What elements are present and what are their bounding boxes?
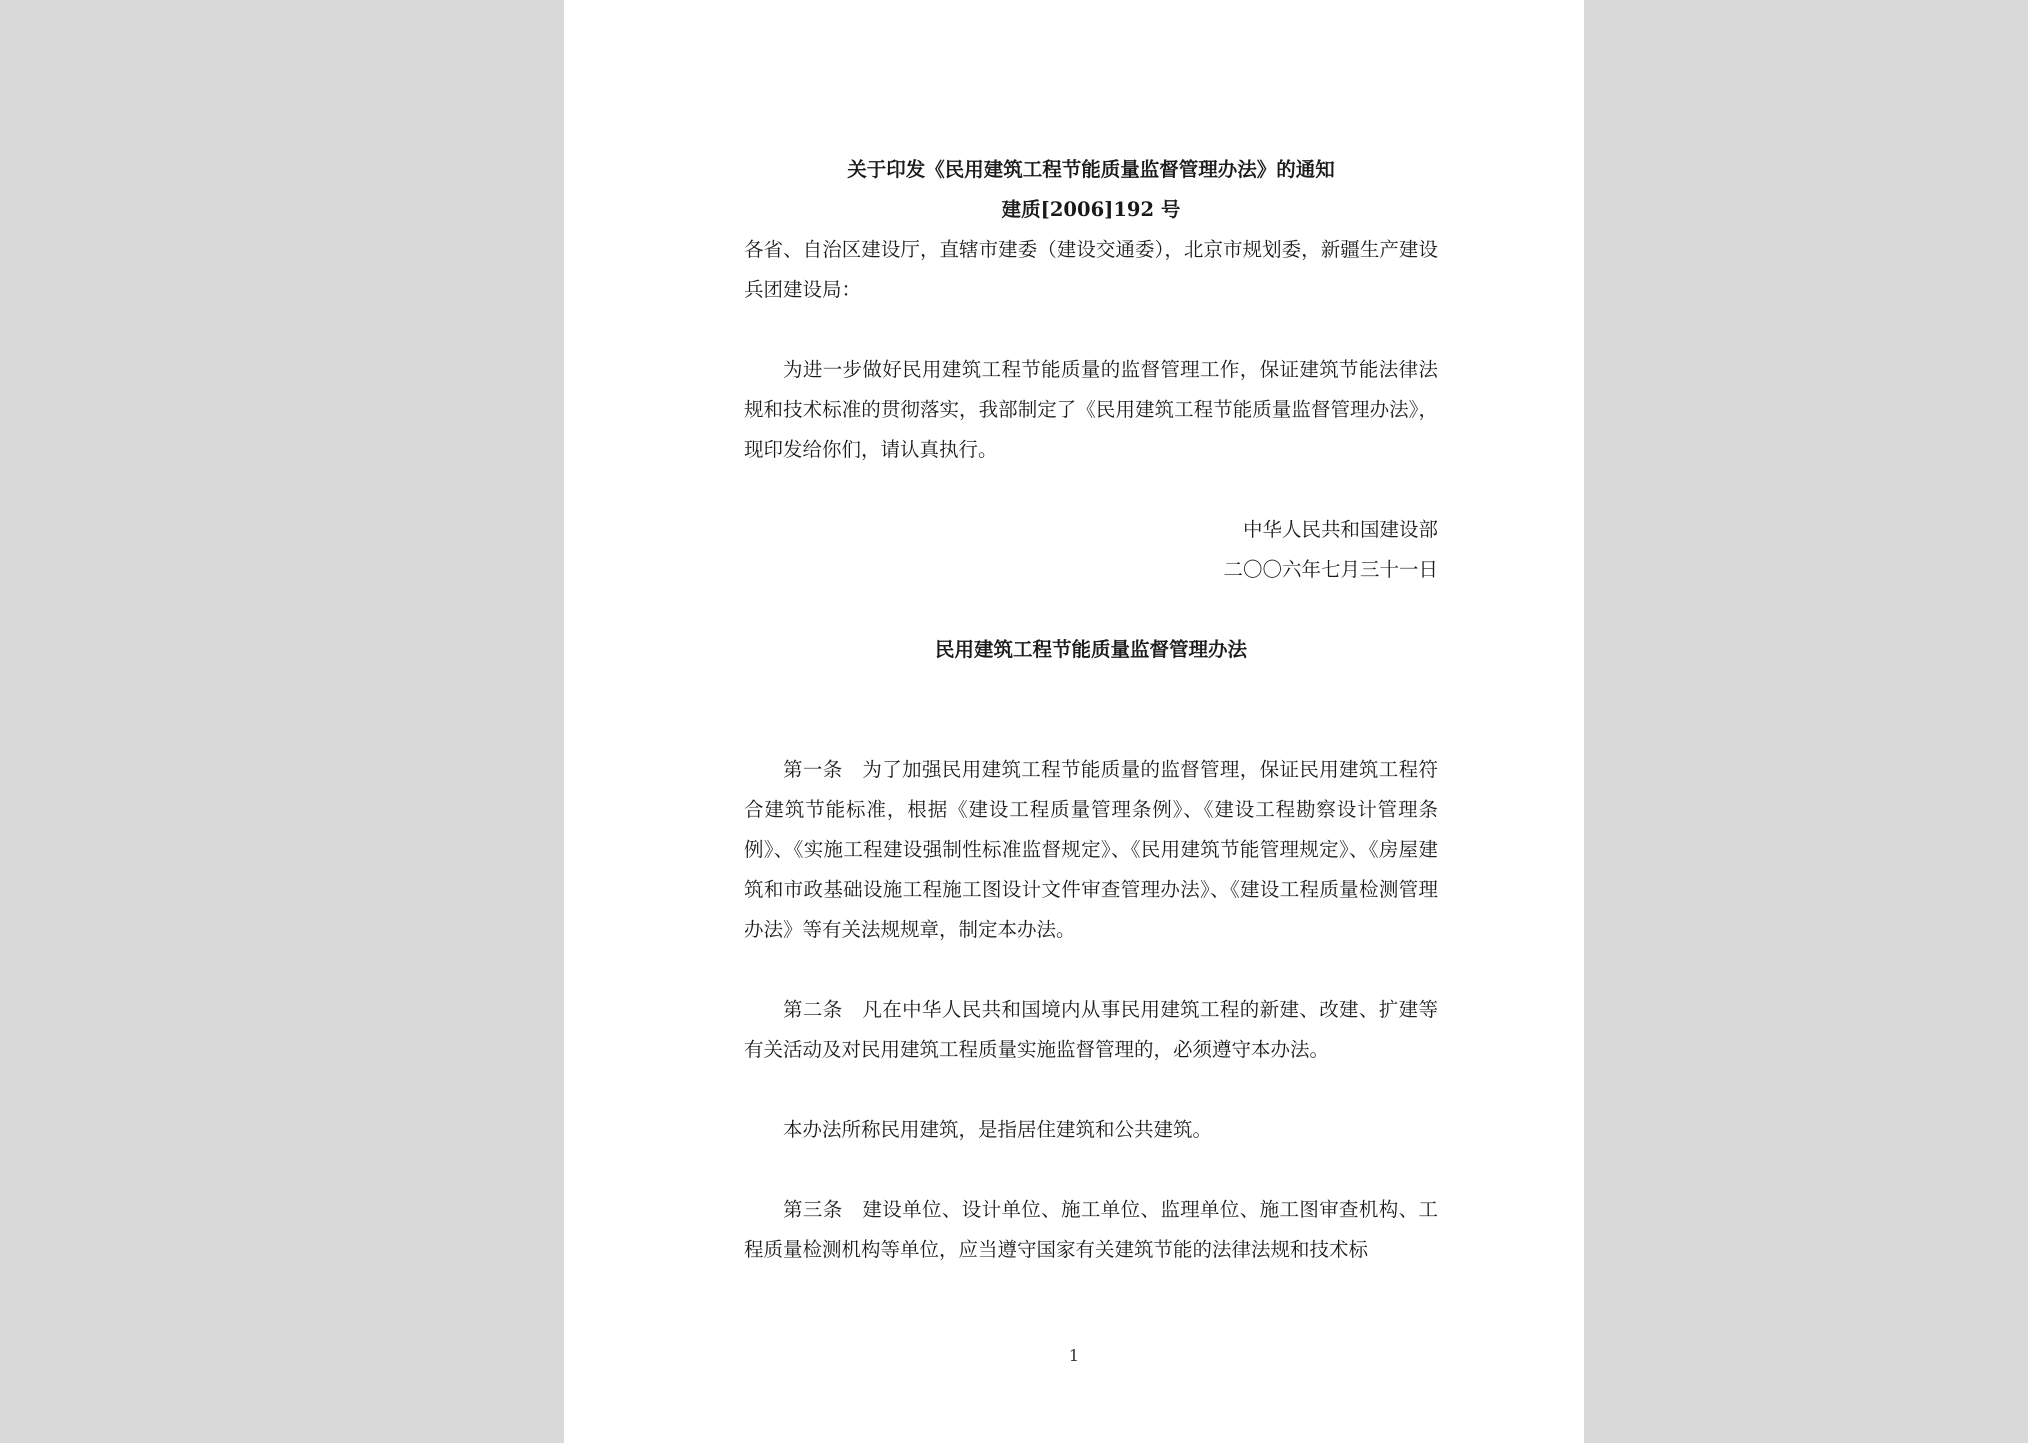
intro-paragraph: 为进一步做好民用建筑工程节能质量的监督管理工作，保证建筑节能法律法规和技术标准的贯彻落实，我部制定了《民用建筑工程节能质量监督管理办法》，现印发给你们，请认真执行。: [744, 358, 1438, 461]
issuer: 中华人民共和国建设部: [1242, 518, 1438, 541]
measures-title: 民用建筑工程节能质量监督管理办法: [934, 638, 1247, 661]
article-2: 第二条 凡在中华人民共和国境内从事民用建筑工程的新建、改建、扩建等有关活动及对民用建筑工程质量实施监督管理的，必须遵守本办法。: [744, 998, 1438, 1061]
notice-title: 关于印发《民用建筑工程节能质量监督管理办法》的通知: [847, 158, 1335, 181]
article-2-note: 本办法所称民用建筑，是指居住建筑和公共建筑。: [783, 1118, 1213, 1141]
addressee: 各省、自治区建设厅，直辖市建委（建设交通委），北京市规划委，新疆生产建设兵团建设局：: [744, 238, 1438, 301]
issue-date: 二〇〇六年七月三十一日: [1223, 558, 1438, 581]
document-number: 建质[2006]192 号: [1001, 198, 1181, 221]
article-3: 第三条 建设单位、设计单位、施工单位、监理单位、施工图审查机构、工程质量检测机构等单位，应当遵守国家有关建筑节能的法律法规和技术标: [744, 1198, 1438, 1261]
document-body: [744, 150, 1438, 1270]
article-1: 第一条 为了加强民用建筑工程节能质量的监督管理，保证民用建筑工程符合建筑节能标准，根据《建设工程质量管理条例》、《建设工程勘察设计管理条例》、《实施工程建设强制性标准监督规定》、《民用建筑节能管理规定》、《房屋建筑和市政基础设施工程施工图设计文件审查管理办法》、《建设工程质量检测管理办法》等有关法规规章，制定本办法。: [744, 758, 1438, 941]
document-page: [564, 0, 1584, 1443]
page-number: 1: [1068, 1346, 1080, 1365]
